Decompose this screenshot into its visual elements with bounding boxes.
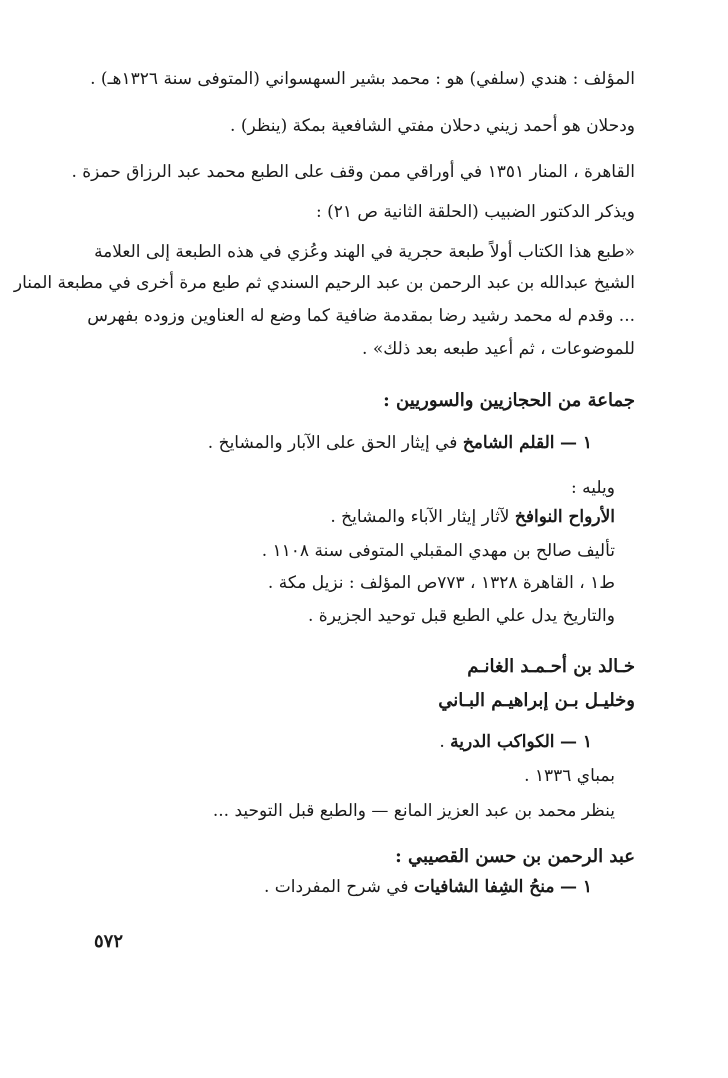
section-heading: عبد الرحمن بن حسن القصيبي : [395, 846, 635, 867]
text-line: ودحلان هو أحمد زيني دحلان مفتي الشافعية بمكة (ينظر) . [230, 116, 635, 136]
text-line: ويليه : [571, 478, 615, 498]
entry-line [439, 730, 592, 754]
quote-line: الشيخ عبدالله بن عبد الرحمن بن عبد الرحيم السندي ثم طبع مرة أخرى في مطبعة المنار [13, 273, 635, 293]
entry-line [208, 431, 592, 455]
section-heading: وخليـل بـن إبراهيـم البـاني [438, 690, 635, 711]
entry-line [330, 505, 615, 529]
entry-rest: في شرح المفردات . [264, 877, 409, 897]
entry-number: ١ — [559, 732, 592, 752]
quote-line: «طبع هذا الكتاب أولاً طبعة حجرية في الهند وعُزي في هذه الطبعة إلى العلامة [94, 242, 635, 262]
text-line: ويذكر الدكتور الضبيب (الحلقة الثانية ص ٢١) : [315, 202, 635, 222]
text-line: تأليف صالح بن مهدي المقبلي المتوفى سنة ١١٠٨ . [261, 541, 615, 561]
entry-number: ١ — [559, 433, 592, 453]
quote-line: للموضوعات ، ثم أعيد طبعه بعد ذلك» . [362, 339, 635, 359]
text-line: ينظر محمد بن عبد العزيز المانع — والطبع قبل التوحيد ... [212, 801, 615, 821]
book-title: منحُ الشِفا الشافيات [413, 877, 555, 897]
section-heading: جماعة من الحجازيين والسوريين : [383, 390, 635, 411]
text-line: المؤلف : هندي (سلفي) هو : محمد بشير السهسواني (المتوفى سنة ١٣٢٦هـ) . [90, 69, 635, 89]
entry-line [264, 875, 592, 899]
book-title: القلم الشامخ [462, 433, 555, 453]
text-line: والتاريخ يدل علي الطبع قبل توحيد الجزيرة . [307, 606, 615, 626]
text-line: ط١ ، القاهرة ١٣٢٨ ، ٧٧٣ص المؤلف : نزيل مكة . [267, 573, 615, 593]
book-title: الأرواح النوافخ [514, 507, 615, 527]
entry-number: ١ — [559, 877, 592, 897]
page-number: ٥٧٢ [94, 931, 124, 952]
section-heading: خـالد بن أحـمـد الغانـم [467, 656, 635, 677]
text-line: بمباي ١٣٣٦ . [524, 766, 615, 786]
book-title: الكواكب الدرية [450, 732, 555, 752]
entry-rest: . [439, 732, 445, 752]
entry-rest: في إيثار الحق على الآبار والمشايخ . [207, 433, 458, 453]
text-line: القاهرة ، المنار ١٣٥١ في أوراقي ممن وقف على الطبع محمد عبد الرزاق حمزة . [71, 162, 635, 182]
entry-rest: لآثار إيثار الآباء والمشايخ . [330, 507, 510, 527]
quote-line: ... وقدم له محمد رشيد رضا بمقدمة ضافية كما وضع له العناوين وزوده بفهرس [87, 306, 635, 326]
